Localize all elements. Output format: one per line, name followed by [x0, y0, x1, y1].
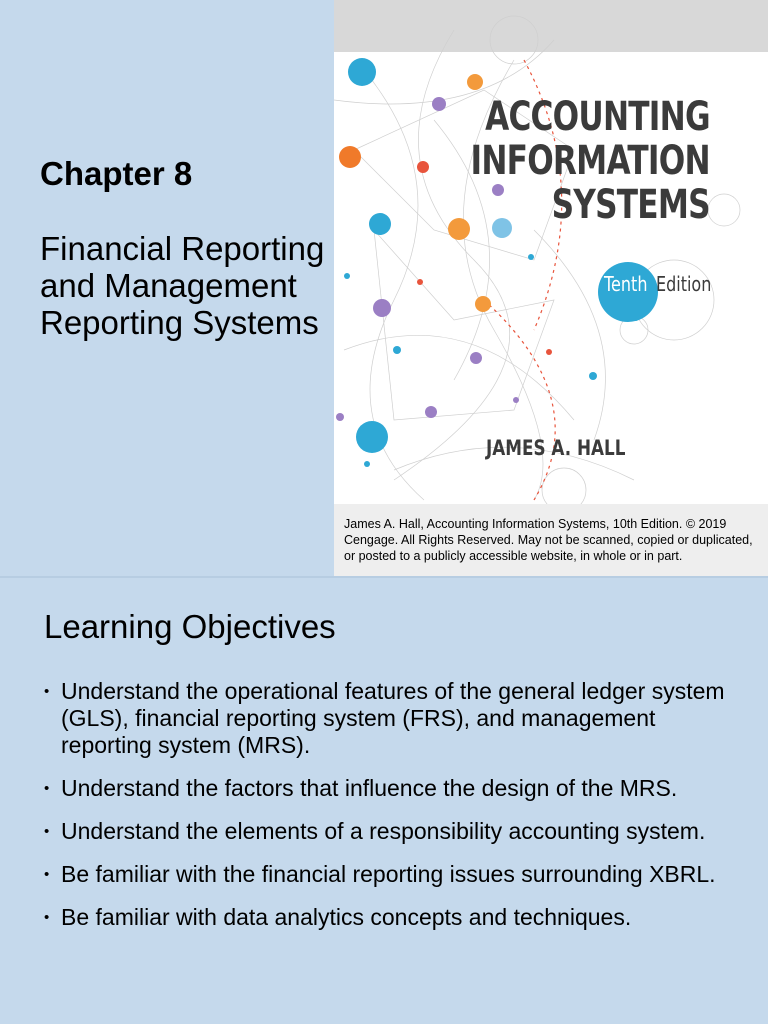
cover-author: JAMES A. HALL — [486, 436, 626, 460]
bullet-icon: • — [44, 866, 50, 883]
copyright-box — [334, 504, 768, 576]
objective-text: Be familiar with the financial reporting issues surrounding XBRL. — [61, 861, 716, 887]
cover-title-line: SYSTEMS — [551, 182, 710, 228]
bullet-icon: • — [44, 683, 50, 700]
cover-title-line: INFORMATION — [470, 138, 710, 184]
objective-text: Understand the factors that influence the design of the MRS. — [61, 775, 678, 801]
list-item — [44, 904, 744, 931]
list-item — [44, 775, 744, 802]
cover-title — [471, 95, 710, 227]
copyright-text: James A. Hall, Accounting Information Systems, 10th Edition. © 2019 Cengage. All Rights Reserved. May not be scanned, copied or duplicated, or posted to a publicly accessible website, in whole or in part. — [344, 517, 753, 563]
edition-number: Tenth — [604, 272, 648, 296]
list-item — [44, 861, 744, 888]
bullet-icon: • — [44, 780, 50, 797]
list-item — [44, 678, 744, 759]
objectives-list — [44, 678, 744, 947]
list-item — [44, 818, 744, 845]
learning-objectives-title: Learning Objectives — [44, 608, 336, 645]
objective-text: Be familiar with data analytics concepts and techniques. — [61, 904, 632, 930]
bullet-icon: • — [44, 823, 50, 840]
objective-text: Understand the operational features of the general ledger system (GLS), financial reporting system (FRS), and management reporting system (MRS). — [61, 678, 725, 758]
book-cover — [334, 0, 768, 576]
cover-title-line: ACCOUNTING — [485, 94, 710, 140]
chapter-subtitle: Financial Reporting and Management Reporting Systems — [40, 230, 325, 341]
chapter-heading: Chapter 8 — [40, 155, 193, 192]
slide-learning-objectives — [0, 578, 768, 1024]
bullet-icon: • — [44, 909, 50, 926]
edition-label: Edition — [656, 272, 712, 296]
objective-text: Understand the elements of a responsibility accounting system. — [61, 818, 706, 844]
network-graphic — [334, 0, 768, 504]
